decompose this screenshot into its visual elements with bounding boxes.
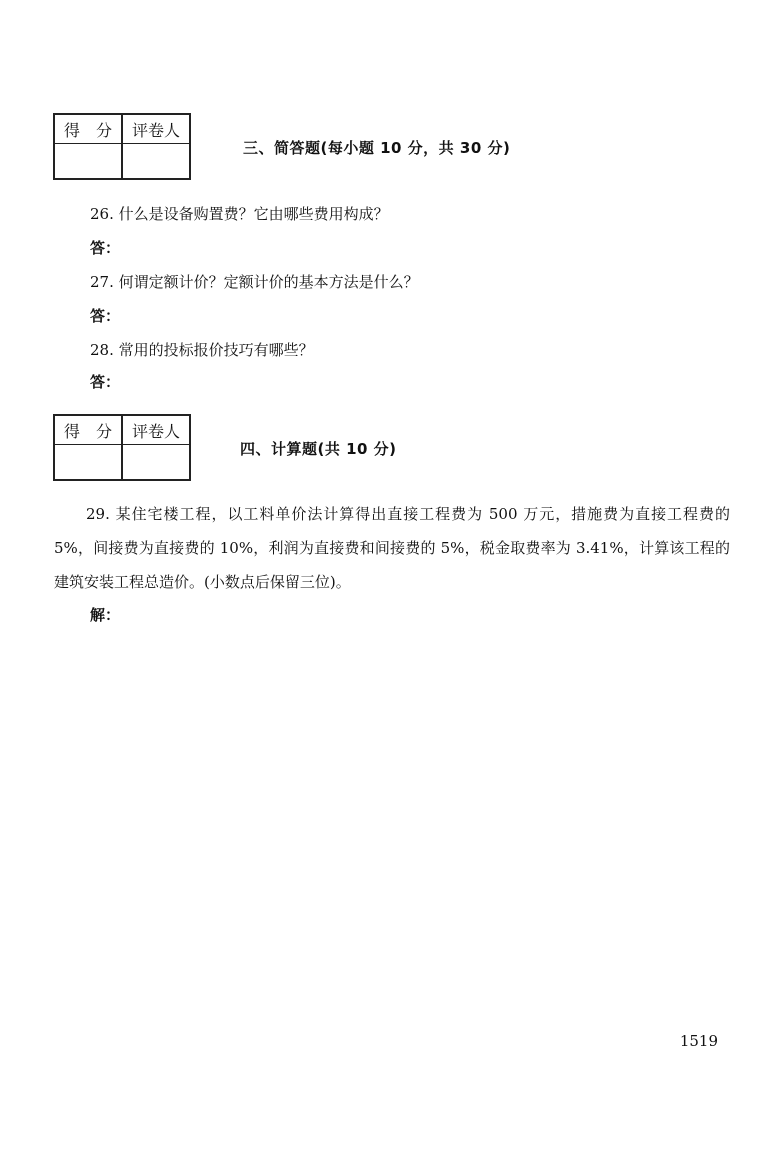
question-29-text: 29. 某住宅楼工程，以工料单价法计算得出直接工程费为 500 万元，措施费为直接工程费的 5%，间接费为直接费的 10%，利润为直接费和间接费的 5%，税金取费率为 3.41%，计算该工程的建筑安装工程总造价。(小数点后保留三位)。 (54, 505, 730, 591)
score-cell[interactable] (54, 445, 122, 481)
question-29 (54, 497, 730, 599)
score-table-section-3 (53, 113, 191, 180)
solution-label-29: 解： (90, 606, 121, 624)
grader-header: 评卷人 (122, 415, 190, 445)
score-cell[interactable] (54, 144, 122, 180)
grader-cell[interactable] (122, 144, 190, 180)
score-table-section-4 (53, 414, 191, 481)
score-header: 得 分 (54, 114, 122, 144)
score-header: 得 分 (54, 415, 122, 445)
answer-label-26: 答： (90, 239, 121, 257)
question-28: 28. 常用的投标报价技巧有哪些？ (90, 341, 314, 359)
grader-cell[interactable] (122, 445, 190, 481)
answer-label-28: 答： (90, 373, 121, 391)
question-26: 26. 什么是设备购置费？它由哪些费用构成？ (90, 205, 389, 223)
answer-label-27: 答： (90, 307, 121, 325)
section-4-title: 四、计算题(共 10 分) (240, 440, 397, 458)
grader-header: 评卷人 (122, 114, 190, 144)
question-27: 27. 何谓定额计价？定额计价的基本方法是什么？ (90, 273, 419, 291)
section-3-title: 三、简答题(每小题 10 分，共 30 分) (243, 139, 511, 157)
page-number: 1519 (679, 1032, 718, 1050)
